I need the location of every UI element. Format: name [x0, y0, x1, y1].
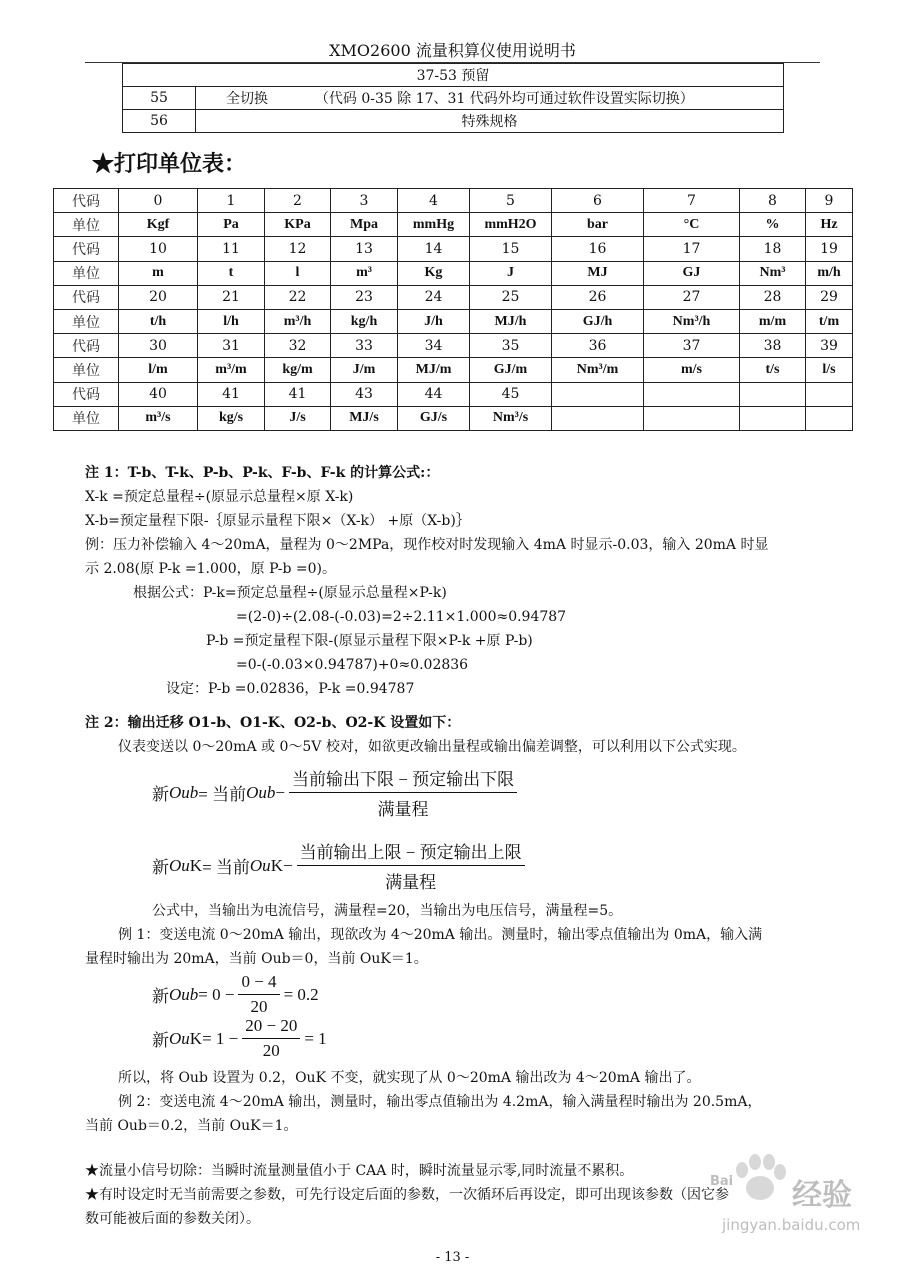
watermark-url: jingyan.baidu.com	[722, 1216, 861, 1234]
function-code-table	[122, 63, 784, 133]
formula-var: Oub	[169, 782, 199, 802]
table-row	[123, 110, 784, 133]
code-row-label: 代码	[54, 237, 119, 261]
table-row	[54, 334, 853, 358]
formula-oub	[152, 765, 521, 820]
desc-cell	[196, 87, 784, 110]
code-cell: 0	[119, 189, 198, 213]
code-cell: 4	[398, 189, 470, 213]
unit-cell: t/m	[806, 309, 853, 333]
code-cell: 11	[198, 237, 265, 261]
code-row-label: 代码	[54, 189, 119, 213]
unit-cell: MJ	[552, 261, 644, 285]
formula-text: 新	[152, 785, 169, 804]
unit-cell: GJ/h	[552, 309, 644, 333]
code-cell: 20	[119, 285, 198, 309]
code-cell: 15	[470, 237, 552, 261]
note1-example-cont: 示 2.08(原 P-k =1.000，原 P-b =0)。	[85, 561, 337, 577]
unit-cell: kg/s	[198, 406, 265, 430]
table-row	[123, 64, 784, 87]
code-cell: 7	[644, 189, 740, 213]
unit-cell: m³	[331, 261, 398, 285]
unit-cell	[552, 406, 644, 430]
formula-text: 新	[152, 858, 169, 877]
unit-cell: l/m	[119, 358, 198, 382]
formula-text: = 1 −	[202, 1028, 239, 1048]
table-row	[54, 382, 853, 406]
table-row	[54, 237, 853, 261]
code-cell: 10	[119, 237, 198, 261]
note1-title: 注 1：T-b、T-k、P-b、P-k、F-b、F-k 的计算公式:：	[85, 465, 440, 481]
code-cell: 34	[398, 334, 470, 358]
desc-cell: 特殊规格	[196, 110, 784, 133]
reserved-cell: 37-53 预留	[123, 64, 784, 87]
watermark-label: 经验	[792, 1178, 852, 1213]
table-row	[54, 261, 853, 285]
code-cell: 35	[470, 334, 552, 358]
unit-cell: Hz	[806, 213, 853, 237]
fraction-denominator: 满量程	[377, 800, 429, 819]
unit-cell: l/h	[198, 309, 265, 333]
formula-text: = 0 −	[198, 984, 235, 1004]
code-cell: 3	[331, 189, 398, 213]
code-cell: 21	[198, 285, 265, 309]
code-cell: 25	[470, 285, 552, 309]
unit-cell: m/s	[644, 358, 740, 382]
code-cell: 1	[198, 189, 265, 213]
code-cell: 56	[123, 110, 196, 133]
code-cell: 40	[119, 382, 198, 406]
formula-var: Oub	[169, 984, 199, 1004]
document-header: XMO2600 流量积算仪使用说明书	[329, 41, 576, 60]
unit-cell	[806, 406, 853, 430]
formula-ouk-example	[152, 1016, 327, 1061]
note1-calc-pk: 根据公式：P-k=预定总量程÷(原显示总量程×P-k)	[133, 585, 447, 601]
example2-cont: 当前 Oub＝0.2，当前 OuK＝1。	[85, 1118, 298, 1134]
fraction-numerator: 20 − 20	[242, 1016, 300, 1039]
note1-example: 例：压力补偿输入 4～20mA，量程为 0～2MPa，现作校对时发现输入 4mA 时显示-0.03，输入 20mA 时显	[85, 537, 769, 553]
table-row	[123, 87, 784, 110]
code-cell: 55	[123, 87, 196, 110]
code-cell: 32	[265, 334, 331, 358]
code-cell: 2	[265, 189, 331, 213]
code-cell: 5	[470, 189, 552, 213]
code-cell: 16	[552, 237, 644, 261]
function-name: 全切换	[226, 91, 268, 107]
unit-cell: J	[470, 261, 552, 285]
note-parameter-setting: ★有时设定时无当前需要之参数，可先行设定后面的参数，一次循环后再设定，即可出现该参数（因它参	[85, 1187, 729, 1203]
watermark-brand: Bai	[710, 1174, 734, 1189]
fraction-denominator: 满量程	[385, 873, 437, 892]
fraction-denominator: 20	[250, 997, 268, 1016]
unit-cell: t/s	[740, 358, 806, 382]
fraction	[289, 765, 517, 820]
unit-cell: Nm³/h	[644, 309, 740, 333]
page-number: - 13 -	[435, 1250, 470, 1265]
code-row-label: 代码	[54, 285, 119, 309]
unit-cell: GJ/s	[398, 406, 470, 430]
conclusion: 所以，将 Oub 设置为 0.2，OuK 不变，就实现了从 0～20mA 输出改为 4～20mA 输出了。	[118, 1070, 701, 1086]
unit-row-label: 单位	[54, 358, 119, 382]
code-cell: 37	[644, 334, 740, 358]
table-row	[54, 213, 853, 237]
code-cell: 12	[265, 237, 331, 261]
code-cell: 24	[398, 285, 470, 309]
table-row	[54, 358, 853, 382]
table-row	[54, 189, 853, 213]
formula-var: Ou	[169, 855, 190, 875]
code-cell: 19	[806, 237, 853, 261]
unit-cell: bar	[552, 213, 644, 237]
formula-ouk	[152, 838, 529, 893]
code-cell	[740, 382, 806, 406]
unit-row-label: 单位	[54, 261, 119, 285]
formula-text: = 当前	[202, 858, 250, 877]
code-cell: 27	[644, 285, 740, 309]
unit-cell: kg/m	[265, 358, 331, 382]
code-cell: 22	[265, 285, 331, 309]
code-cell: 31	[198, 334, 265, 358]
fraction-numerator: 当前输出上限 − 预定输出上限	[297, 838, 525, 866]
unit-cell: m/m	[740, 309, 806, 333]
unit-cell: MJ/s	[331, 406, 398, 430]
unit-cell: m³/h	[265, 309, 331, 333]
unit-cell: m³/m	[198, 358, 265, 382]
note1-calc-pk-result: =(2-0)÷(2.08-(-0.03)=2÷2.11×1.000≈0.94787	[236, 609, 567, 625]
unit-cell: %	[740, 213, 806, 237]
unit-cell: Nm³	[740, 261, 806, 285]
note1-formula-b: X-b=预定量程下限-｛原显示量程下限×（X-k） +原（X-b)｝	[85, 513, 470, 529]
code-cell: 30	[119, 334, 198, 358]
code-cell: 6	[552, 189, 644, 213]
unit-cell: Kgf	[119, 213, 198, 237]
code-row-label: 代码	[54, 334, 119, 358]
code-cell: 17	[644, 237, 740, 261]
unit-cell: Kg	[398, 261, 470, 285]
fraction-numerator: 当前输出下限 − 预定输出下限	[289, 765, 517, 793]
unit-cell: GJ/m	[470, 358, 552, 382]
unit-cell: mmH2O	[470, 213, 552, 237]
note2-intro: 仪表变送以 0～20mA 或 0～5V 校对，如欲更改输出量程或输出偏差调整，可以利用以下公式实现。	[118, 739, 746, 755]
code-cell: 41	[265, 382, 331, 406]
unit-cell: m³/s	[119, 406, 198, 430]
unit-cell: °C	[644, 213, 740, 237]
code-cell: 28	[740, 285, 806, 309]
unit-cell: Mpa	[331, 213, 398, 237]
fraction	[238, 972, 279, 1017]
unit-cell: t	[198, 261, 265, 285]
code-cell: 14	[398, 237, 470, 261]
unit-cell: MJ/h	[470, 309, 552, 333]
code-cell	[644, 382, 740, 406]
unit-cell: J/h	[398, 309, 470, 333]
note2-title: 注 2：输出迁移 O1-b、O1-K、O2-b、O2-K 设置如下：	[85, 715, 461, 731]
table-row	[54, 406, 853, 430]
unit-cell: Nm³/m	[552, 358, 644, 382]
code-cell	[552, 382, 644, 406]
note1-setting: 设定：P-b =0.02836，P-k =0.94787	[166, 681, 415, 697]
code-cell: 45	[470, 382, 552, 406]
code-row-label: 代码	[54, 382, 119, 406]
code-cell	[806, 382, 853, 406]
formula-result: = 1	[304, 1028, 327, 1048]
formula-minus: −	[275, 782, 285, 802]
note-small-signal: ★流量小信号切除：当瞬时流量测量值小于 CAA 时，瞬时流量显示零,同时流量不累积。	[85, 1163, 634, 1179]
code-cell: 36	[552, 334, 644, 358]
fraction-denominator: 20	[262, 1041, 280, 1060]
formula-text: = 当前	[198, 785, 247, 804]
unit-cell: m/h	[806, 261, 853, 285]
unit-cell: MJ/m	[398, 358, 470, 382]
code-cell: 13	[331, 237, 398, 261]
unit-row-label: 单位	[54, 406, 119, 430]
fraction-numerator: 0 − 4	[238, 972, 279, 995]
section-title: ★打印单位表：	[92, 151, 247, 177]
code-cell: 43	[331, 382, 398, 406]
code-cell: 8	[740, 189, 806, 213]
baidu-watermark	[700, 1140, 890, 1250]
example1-cont: 量程时输出为 20mA，当前 Oub＝0，当前 OuK＝1。	[85, 951, 428, 967]
note1-formula-k: X-k =预定总量程÷(原显示总量程×原 X-k)	[85, 489, 354, 505]
note-parameter-setting-cont: 数可能被后面的参数关闭）。	[85, 1211, 260, 1227]
unit-row-label: 单位	[54, 213, 119, 237]
code-cell: 26	[552, 285, 644, 309]
unit-cell	[740, 406, 806, 430]
formula-result: = 0.2	[283, 984, 319, 1004]
formula-var: Ou	[249, 855, 271, 875]
note1-calc-pb-result: =0-(-0.03×0.94787)+0≈0.02836	[236, 657, 469, 673]
fraction	[297, 838, 525, 893]
unit-cell: Pa	[198, 213, 265, 237]
code-cell: 38	[740, 334, 806, 358]
formula-minus: −	[282, 855, 293, 875]
formula-var: Ou	[169, 1028, 190, 1048]
table-row	[54, 285, 853, 309]
unit-cell: l	[265, 261, 331, 285]
unit-cell: GJ	[644, 261, 740, 285]
function-desc: （代码 0-35 除 17、31 代码外均可通过软件设置实际切换）	[314, 91, 694, 107]
formula-var: K	[270, 855, 283, 875]
code-cell: 44	[398, 382, 470, 406]
unit-cell: t/h	[119, 309, 198, 333]
formula-text: 新	[152, 1031, 169, 1050]
code-cell: 18	[740, 237, 806, 261]
code-cell: 9	[806, 189, 853, 213]
unit-row-label: 单位	[54, 309, 119, 333]
formula-note: 公式中，当输出为电流信号，满量程=20，当输出为电压信号，满量程=5。	[152, 903, 623, 919]
unit-cell	[644, 406, 740, 430]
formula-var: K	[189, 855, 203, 875]
code-cell: 23	[331, 285, 398, 309]
unit-cell: l/s	[806, 358, 853, 382]
print-unit-table	[53, 188, 853, 431]
code-cell: 39	[806, 334, 853, 358]
formula-var: Oub	[246, 782, 276, 802]
formula-text: 新	[152, 987, 169, 1006]
formula-var: K	[189, 1028, 203, 1048]
unit-cell: J/m	[331, 358, 398, 382]
code-cell: 41	[198, 382, 265, 406]
unit-cell: J/s	[265, 406, 331, 430]
unit-cell: kg/h	[331, 309, 398, 333]
unit-cell: KPa	[265, 213, 331, 237]
fraction	[242, 1016, 300, 1061]
code-cell: 29	[806, 285, 853, 309]
example2: 例 2：变送电流 4～20mA 输出，测量时，输出零点值输出为 4.2mA，输入满量程时输出为 20.5mA，	[118, 1094, 762, 1110]
table-row	[54, 309, 853, 333]
code-cell: 33	[331, 334, 398, 358]
formula-oub-example	[152, 972, 319, 1017]
unit-cell: Nm³/s	[470, 406, 552, 430]
note1-calc-pb: P-b =预定量程下限-(原显示量程下限×P-k +原 P-b)	[206, 633, 533, 649]
unit-cell: m	[119, 261, 198, 285]
example1: 例 1：变送电流 0～20mA 输出，现欲改为 4～20mA 输出。测量时，输出零点值输出为 0mA，输入满	[118, 927, 763, 943]
unit-cell: mmHg	[398, 213, 470, 237]
